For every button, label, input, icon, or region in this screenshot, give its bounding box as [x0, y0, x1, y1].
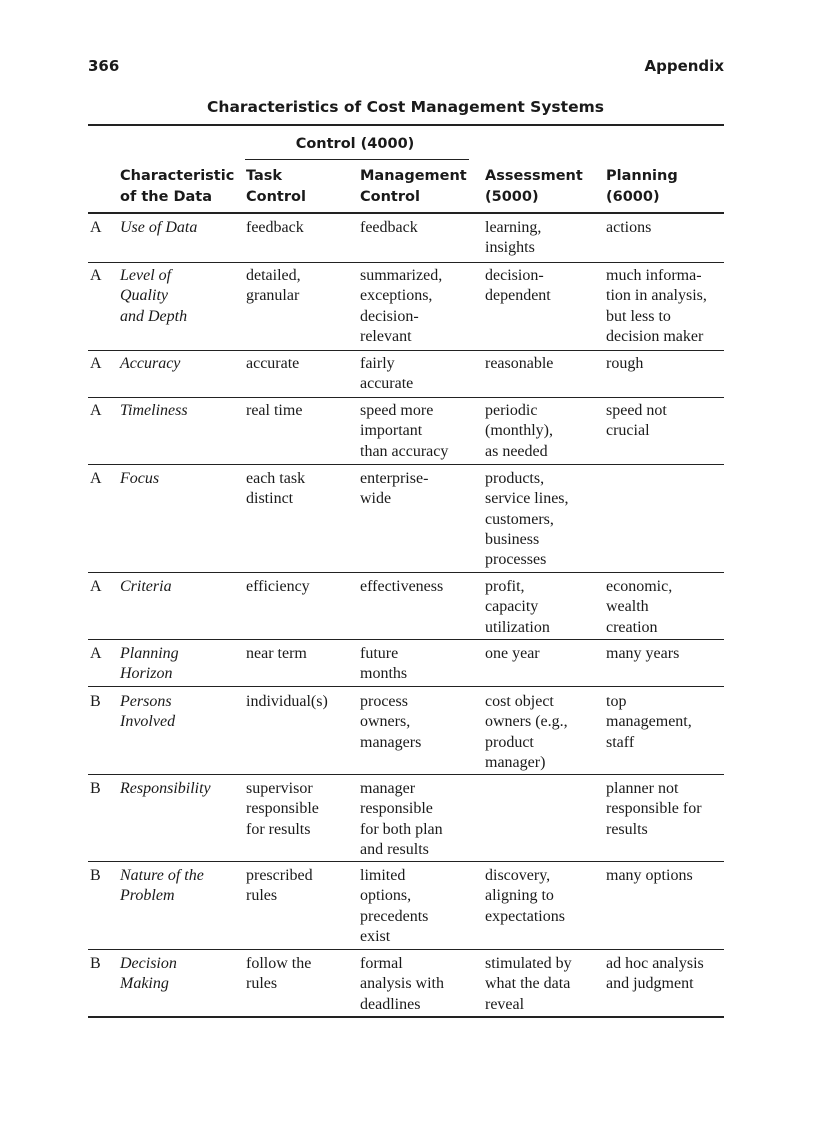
row-task-control [246, 469, 305, 510]
cell-line: granular [246, 287, 300, 305]
cell-line: Focus [120, 470, 160, 487]
header-characteristic-line: Characteristic [120, 168, 235, 184]
cell-line: near term [246, 645, 307, 662]
cell-line: efficiency [246, 578, 310, 595]
row-characteristic [120, 692, 175, 733]
cell-line: management, [606, 713, 692, 731]
header-assessment [485, 166, 583, 208]
cell-line: prescribed [246, 867, 313, 884]
row-management-control [360, 577, 443, 597]
row-assessment [485, 266, 551, 307]
row-characteristic [120, 401, 188, 421]
cell-line: than accuracy [360, 442, 449, 460]
row-characteristic [120, 644, 179, 685]
cell-line: relevant [360, 327, 412, 345]
cell-line: reveal [485, 995, 525, 1013]
cell-line: results [606, 820, 648, 838]
cell-line: responsible for [606, 800, 702, 818]
row-rule [88, 686, 724, 687]
header-assessment-line: (5000) [485, 189, 539, 205]
cell-line: detailed, [246, 267, 301, 284]
cell-line: options, [360, 887, 412, 905]
row-planning [606, 218, 651, 238]
row-group-label: A [90, 470, 102, 487]
cell-line: precedents [360, 907, 429, 925]
row-planning [606, 354, 643, 374]
row-planning [606, 954, 704, 995]
cell-line: process [360, 693, 408, 710]
row-task-control [246, 954, 311, 995]
cell-line: decision- [485, 267, 544, 284]
cell-line: dependent [485, 287, 551, 305]
cell-line: speed not [606, 402, 667, 419]
row-management-control [360, 266, 442, 347]
header-management-line: Management [360, 168, 467, 184]
row-characteristic [120, 354, 180, 374]
cell-line: what the data [485, 975, 571, 993]
cell-line: Horizon [120, 665, 173, 683]
cell-line: economic, [606, 578, 673, 595]
row-assessment [485, 644, 540, 664]
row-management-control [360, 954, 444, 1015]
row-group-label: A [90, 402, 102, 419]
cell-line: as needed [485, 442, 548, 460]
cell-line: for results [246, 820, 311, 838]
header-management-line: Control [360, 189, 420, 205]
cell-line: future [360, 645, 399, 662]
cell-line: Nature of the [120, 867, 204, 884]
row-task-control [246, 354, 299, 374]
cell-line: individual(s) [246, 693, 328, 710]
cell-line: actions [606, 219, 652, 236]
row-management-control [360, 866, 428, 947]
table-bottom-rule [88, 1016, 724, 1018]
row-group-label: B [90, 780, 101, 797]
row-assessment [485, 954, 572, 1015]
row-rule [88, 949, 724, 950]
cell-line: wealth [606, 598, 649, 616]
row-task-control [246, 692, 328, 712]
header-task-line: Control [246, 189, 306, 205]
cell-line: customers, [485, 510, 554, 528]
header-bottom-rule [88, 212, 724, 214]
cell-line: distinct [246, 490, 294, 508]
cell-line: capacity [485, 598, 539, 616]
table-top-rule [88, 124, 724, 126]
row-management-control [360, 354, 413, 395]
row-planning [606, 644, 679, 664]
cell-line: accurate [360, 375, 414, 393]
cell-line: important [360, 422, 423, 440]
cell-line: ad hoc analysis [606, 955, 704, 972]
row-task-control [246, 218, 304, 238]
row-task-control [246, 779, 319, 840]
cell-line: feedback [360, 219, 418, 236]
row-rule [88, 861, 724, 862]
header-characteristic [120, 166, 234, 208]
row-assessment [485, 866, 565, 927]
row-planning [606, 266, 707, 347]
row-characteristic [120, 266, 187, 327]
header-characteristic-line: of the Data [120, 189, 212, 205]
cell-line: much informa- [606, 267, 702, 284]
cell-line: insights [485, 239, 535, 257]
cell-line: supervisor [246, 780, 313, 797]
cell-line: exist [360, 927, 391, 945]
cell-line: real time [246, 402, 303, 419]
cell-line: processes [485, 551, 547, 569]
cell-line: utilization [485, 618, 550, 636]
cell-line: discovery, [485, 867, 551, 884]
row-planning [606, 779, 702, 840]
cell-line: stimulated by [485, 955, 572, 972]
row-characteristic [120, 577, 172, 597]
header-management-control [360, 166, 467, 208]
row-planning [606, 401, 667, 442]
row-characteristic [120, 779, 211, 799]
row-characteristic [120, 218, 197, 238]
cell-line: Use of Data [120, 219, 198, 236]
header-planning-line: Planning [606, 168, 678, 184]
cell-line: but less to [606, 307, 671, 325]
cell-line: Accuracy [120, 355, 181, 372]
cell-line: Responsibility [120, 780, 211, 797]
cell-line: rules [246, 887, 278, 905]
cell-line: profit, [485, 578, 525, 595]
cell-line: business [485, 530, 540, 548]
row-management-control [360, 692, 421, 753]
row-assessment [485, 692, 568, 773]
cell-line: responsible [246, 800, 319, 818]
cell-line: feedback [246, 219, 304, 236]
row-rule [88, 639, 724, 640]
control-group-rule [245, 159, 469, 160]
row-assessment [485, 218, 541, 259]
cell-line: decision maker [606, 327, 704, 345]
cell-line: tion in analysis, [606, 287, 707, 305]
row-group-label: B [90, 955, 101, 972]
cell-line: analysis with [360, 975, 444, 993]
cell-line: owners, [360, 713, 411, 731]
header-planning-line: (6000) [606, 189, 660, 205]
cell-line: speed more [360, 402, 434, 419]
cell-line: product [485, 733, 534, 751]
cell-line: decision- [360, 307, 419, 325]
row-planning [606, 692, 692, 753]
cell-line: Planning [120, 645, 179, 662]
cell-line: wide [360, 490, 392, 508]
row-assessment [485, 469, 569, 570]
row-task-control [246, 866, 313, 907]
row-task-control [246, 401, 302, 421]
cell-line: Persons [120, 693, 172, 710]
row-group-label: A [90, 578, 102, 595]
cell-line: rough [606, 355, 644, 372]
cell-line: exceptions, [360, 287, 433, 305]
cell-line: cost object [485, 693, 554, 710]
cell-line: months [360, 665, 408, 683]
cell-line: deadlines [360, 995, 421, 1013]
row-rule [88, 464, 724, 465]
cell-line: Decision [120, 955, 177, 972]
cell-line: aligning to [485, 887, 554, 905]
row-management-control [360, 218, 418, 238]
cell-line: crucial [606, 422, 650, 440]
row-rule [88, 572, 724, 573]
table-title: Characteristics of Cost Management Systems [207, 98, 604, 116]
cell-line: accurate [246, 355, 300, 372]
row-characteristic [120, 954, 177, 995]
header-planning [606, 166, 678, 208]
cell-line: rules [246, 975, 278, 993]
cell-line: Timeliness [120, 402, 188, 419]
row-planning [606, 577, 672, 638]
cell-line: many years [606, 645, 680, 662]
cell-line: (monthly), [485, 422, 553, 440]
row-task-control [246, 266, 301, 307]
cell-line: Making [120, 975, 169, 993]
running-head: Appendix [644, 57, 724, 75]
row-planning [606, 866, 693, 886]
row-group-label: A [90, 645, 102, 662]
cell-line: limited [360, 867, 406, 884]
cell-line: and judgment [606, 975, 694, 993]
row-group-label: B [90, 867, 101, 884]
row-group-label: B [90, 693, 101, 710]
cell-line: owners (e.g., [485, 713, 568, 731]
cell-line: Involved [120, 713, 176, 731]
row-assessment [485, 577, 550, 638]
cell-line: summarized, [360, 267, 443, 284]
cell-line: Level of [120, 267, 172, 284]
row-management-control [360, 779, 443, 860]
header-assessment-line: Assessment [485, 168, 583, 184]
row-group-label: A [90, 219, 102, 236]
cell-line: creation [606, 618, 658, 636]
cell-line: top [606, 693, 627, 710]
cell-line: and Depth [120, 307, 188, 325]
row-assessment [485, 354, 553, 374]
row-characteristic [120, 469, 159, 489]
cell-line: products, [485, 470, 545, 487]
cell-line: staff [606, 733, 635, 751]
cell-line: reasonable [485, 355, 554, 372]
row-assessment [485, 401, 553, 462]
cell-line: managers [360, 733, 422, 751]
row-group-label: A [90, 355, 102, 372]
row-rule [88, 262, 724, 263]
cell-line: each task [246, 470, 306, 487]
cell-line: Criteria [120, 578, 172, 595]
row-task-control [246, 644, 307, 664]
cell-line: Quality [120, 287, 168, 305]
cell-line: manager [360, 780, 416, 797]
cell-line: effectiveness [360, 578, 444, 595]
cell-line: follow the [246, 955, 312, 972]
row-group-label: A [90, 267, 102, 284]
control-group-header: Control (4000) [295, 136, 415, 152]
header-task-line: Task [246, 168, 283, 184]
cell-line: fairly [360, 355, 395, 372]
header-task-control [246, 166, 306, 208]
cell-line: enterprise- [360, 470, 429, 487]
row-characteristic [120, 866, 204, 907]
row-rule [88, 397, 724, 398]
row-rule [88, 350, 724, 351]
row-management-control [360, 401, 448, 462]
row-management-control [360, 644, 407, 685]
row-management-control [360, 469, 428, 510]
cell-line: expectations [485, 907, 565, 925]
row-task-control [246, 577, 310, 597]
cell-line: responsible [360, 800, 433, 818]
page-number: 366 [88, 57, 120, 75]
cell-line: formal [360, 955, 403, 972]
cell-line: and results [360, 840, 429, 858]
cell-line: one year [485, 645, 540, 662]
cell-line: for both plan [360, 820, 443, 838]
cell-line: service lines, [485, 490, 569, 508]
cell-line: many options [606, 867, 693, 884]
cell-line: learning, [485, 219, 542, 236]
row-rule [88, 774, 724, 775]
cell-line: periodic [485, 402, 538, 419]
cell-line: Problem [120, 887, 175, 905]
cell-line: planner not [606, 780, 679, 797]
cell-line: manager) [485, 753, 546, 771]
